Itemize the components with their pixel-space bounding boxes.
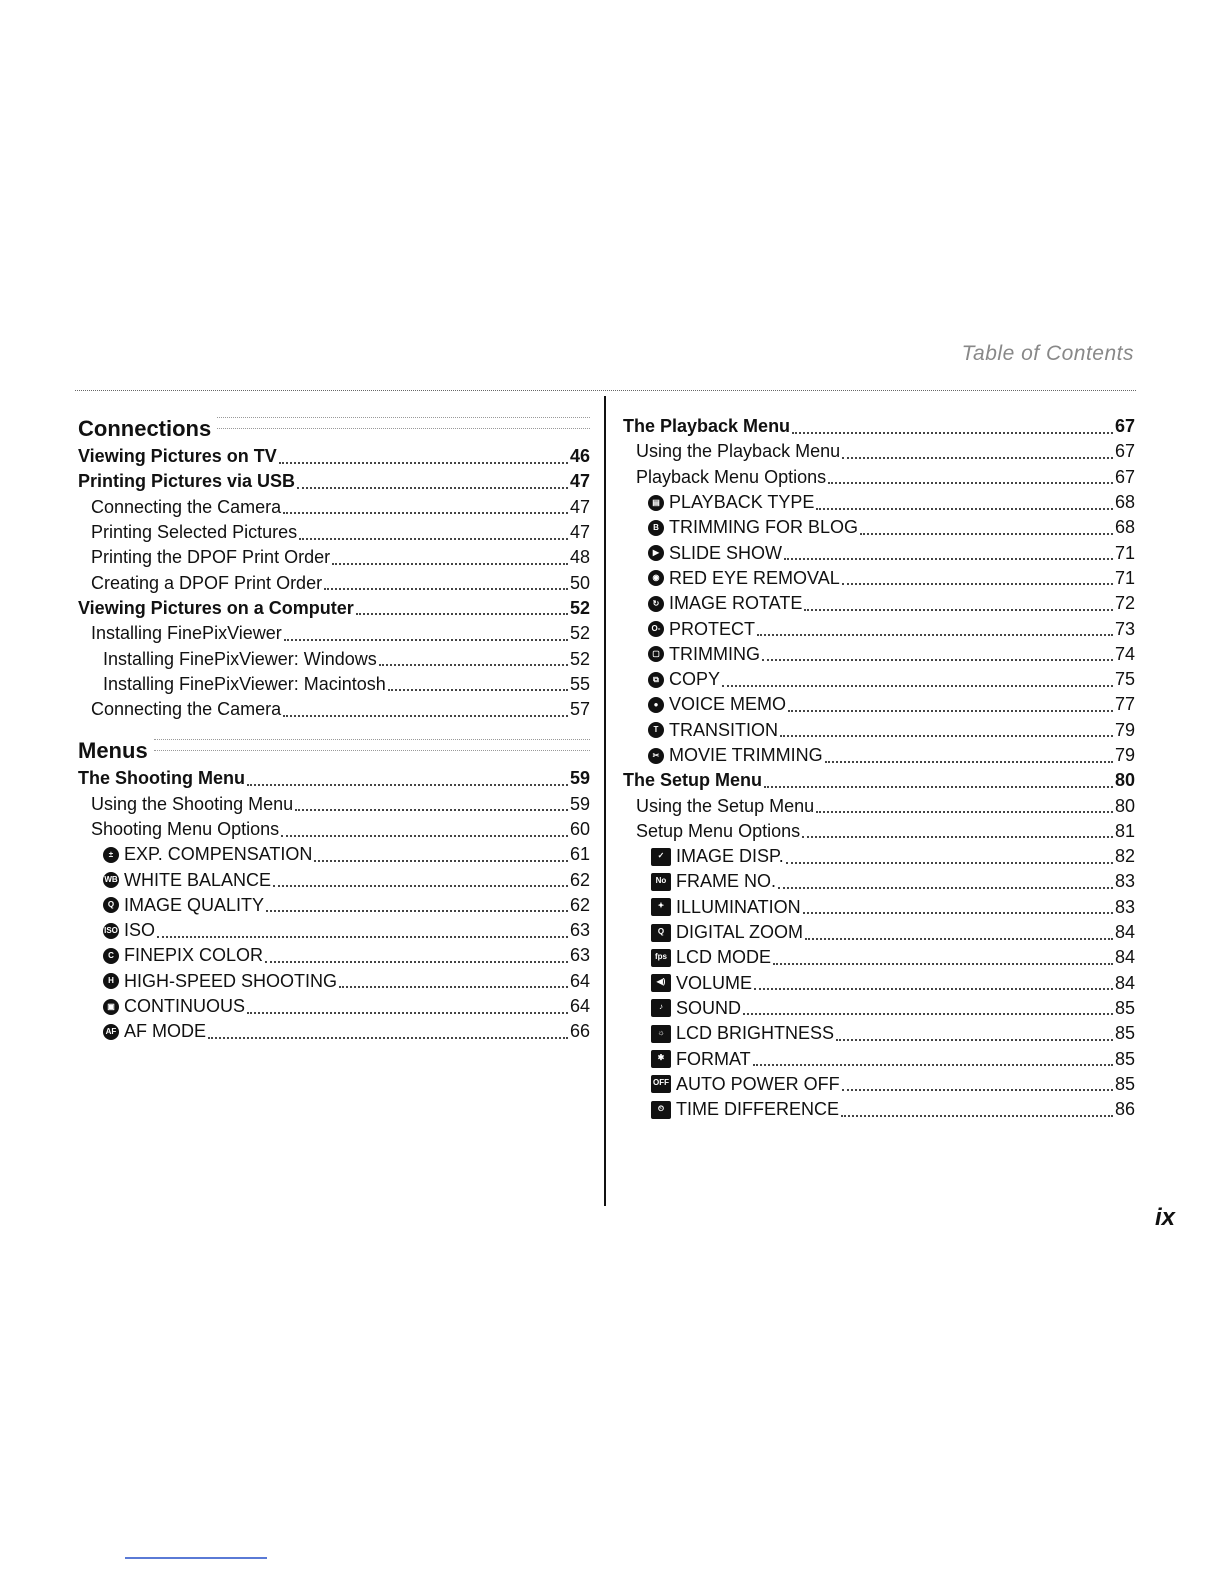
toc-entry[interactable] [623,1046,1135,1071]
dot-leader [860,533,1113,535]
trimming-for-blog-icon: B [648,520,664,536]
toc-entry-page: 84 [1114,922,1135,943]
toc-entry-title: Viewing Pictures on a Computer [78,597,354,618]
toc-entry-title: The Shooting Menu [78,768,245,789]
toc-entry-page: 47 [569,471,590,492]
toc-entry-title: Printing Pictures via USB [78,471,296,492]
copy-icon: ⧉ [648,672,664,688]
toc-entry-title: Using the Setup Menu [636,795,815,816]
section-heading [78,414,590,444]
toc-entry-page: 63 [569,945,590,966]
toc-entry-page: 55 [569,673,590,694]
dot-leader [247,784,568,786]
dot-leader [816,811,1113,813]
toc-entry-title: WHITE BALANCE [124,869,272,890]
toc-entry[interactable] [623,414,1135,439]
af-mode-icon: AF [103,1024,119,1040]
dot-leader [842,583,1113,585]
toc-entry-title: AF MODE [124,1021,207,1042]
toc-entry[interactable] [78,545,590,570]
section-heading [78,736,590,766]
dot-leader [266,910,568,912]
toc-entry-page: 84 [1114,972,1135,993]
toc-entry[interactable] [78,943,590,968]
toc-entry-title: Connecting the Camera [91,496,282,517]
toc-entry-page: 67 [1114,466,1135,487]
toc-entry[interactable] [623,465,1135,490]
toc-entry[interactable] [623,844,1135,869]
toc-entry[interactable] [623,895,1135,920]
dot-leader [784,558,1113,560]
image-disp-icon: ✓ [651,848,671,866]
dot-leader [743,1013,1113,1015]
dot-leader [757,634,1113,636]
running-header: Table of Contents [961,342,1134,365]
toc-entry-title: AUTO POWER OFF [676,1073,840,1094]
trimming-icon: ▢ [648,646,664,662]
image-rotate-icon: ↻ [648,596,664,612]
exp-compensation-icon: ± [103,847,119,863]
heading-rule [217,417,590,429]
page-number: ix [1155,1204,1176,1231]
toc-entry-page: 67 [1114,441,1135,462]
toc-entry-title: Installing FinePixViewer [91,623,282,644]
toc-entry[interactable] [78,570,590,595]
toc-entry-page: 80 [1114,795,1135,816]
dot-leader [816,508,1113,510]
dot-leader [764,786,1113,788]
sound-icon: ♪ [651,999,671,1017]
toc-entry[interactable] [78,766,590,791]
dot-leader [803,912,1113,914]
toc-entry-title: Installing FinePixViewer: Macintosh [103,673,386,694]
toc-entry[interactable] [623,1072,1135,1097]
toc-entry[interactable] [623,692,1135,717]
toc-entry-title: Viewing Pictures on TV [78,446,277,467]
dot-leader [804,609,1113,611]
dot-leader [841,1115,1113,1117]
toc-entry-page: 85 [1114,1073,1135,1094]
toc-entry[interactable] [623,996,1135,1021]
toc-entry-title: FINEPIX COLOR [124,945,264,966]
toc-entry-title: PROTECT [669,618,756,639]
dot-leader [356,613,568,615]
toc-entry-title: Using the Shooting Menu [91,793,294,814]
toc-entry-page: 60 [569,819,590,839]
toc-entry-title: TRIMMING [669,643,760,664]
toc-entry[interactable] [78,444,590,469]
voice-memo-icon: ● [648,697,664,713]
dot-leader [284,639,568,641]
dot-leader [299,538,568,540]
lcd-brightness-icon: ☼ [651,1025,671,1043]
high-speed-shooting-icon: H [103,973,119,989]
toc-entry-page: 83 [1114,896,1135,917]
dot-leader [208,1037,568,1039]
auto-power-off-icon: OFF [651,1075,671,1093]
blue-rule [125,1557,267,1559]
red-eye-removal-icon: ◉ [648,570,664,586]
toc-entry-title: ISO [124,920,156,941]
toc-entry-title: IMAGE ROTATE [669,593,803,614]
dot-leader [314,860,568,862]
toc-entry[interactable] [78,842,590,867]
dot-leader [324,588,568,590]
toc-entry-page: 79 [1114,719,1135,740]
toc-entry[interactable] [78,792,590,817]
toc-entry-page: 59 [569,768,590,789]
toc-entry-title: SOUND [676,997,742,1018]
toc-entry[interactable] [623,718,1135,743]
toc-entry-title: LCD BRIGHTNESS [676,1023,835,1044]
toc-entry[interactable] [78,495,590,520]
toc-entry-page: 72 [1114,593,1135,614]
toc-entry-page: 57 [569,699,590,720]
toc-entry[interactable] [623,591,1135,616]
toc-entry-title: Printing the DPOF Print Order [91,547,331,568]
toc-entry-page: 79 [1114,745,1135,765]
toc-entry[interactable] [623,490,1135,515]
transition-icon: T [648,722,664,738]
section-heading-title: Menus [78,738,148,764]
dot-leader [762,659,1113,661]
digital-zoom-icon: Q [651,924,671,942]
continuous-icon: ▣ [103,999,119,1015]
toc-entry-page: 63 [569,920,590,941]
toc-entry-title: IMAGE DISP. [676,846,784,867]
column-divider [604,396,606,1206]
dot-leader [828,482,1113,484]
toc-entry-page: 85 [1114,1023,1135,1044]
dot-leader [247,1012,568,1014]
toc-entry-page: 64 [569,996,590,1017]
toc-entry[interactable] [623,642,1135,667]
dot-leader [281,835,568,837]
dot-leader [295,809,568,811]
toc-entry[interactable] [623,971,1135,996]
toc-entry[interactable] [623,515,1135,540]
toc-entry[interactable] [78,969,590,994]
toc-entry-page: 82 [1114,846,1135,867]
dot-leader [388,689,568,691]
dot-leader [265,961,568,963]
toc-entry[interactable] [78,918,590,943]
toc-entry-page: 47 [569,496,590,517]
image-quality-icon: Q [103,897,119,913]
toc-entry-title: TRIMMING FOR BLOG [669,517,858,538]
toc-entry-page: 81 [1114,820,1135,841]
toc-entry[interactable] [623,566,1135,591]
toc-entry-page: 52 [569,648,590,669]
toc-entry-page: 68 [1114,492,1135,513]
dot-leader [157,936,568,938]
toc-entry-title: MOVIE TRIMMING [669,745,823,765]
toc-entry-page: 48 [569,547,590,568]
dot-leader [339,986,568,988]
toc-entry-title: The Playback Menu [623,416,791,437]
toc-entry-page: 83 [1114,871,1135,892]
toc-entry[interactable] [623,869,1135,894]
toc-entry[interactable] [623,616,1135,641]
toc-entry[interactable] [78,1019,590,1044]
toc-entry-page: 68 [1114,517,1135,538]
toc-entry-page: 52 [569,597,590,618]
header-rule [75,390,1136,391]
toc-entry-title: Connecting the Camera [91,699,282,720]
toc-entry-title: CONTINUOUS [124,996,245,1017]
toc-entry-title: Setup Menu Options [636,820,801,841]
toc-entry-page: 47 [569,522,590,543]
dot-leader [842,457,1113,459]
toc-entry[interactable] [78,867,590,892]
dot-leader [379,664,568,666]
volume-icon: ◀) [651,974,671,992]
toc-entry[interactable] [623,540,1135,565]
dot-leader [279,462,568,464]
white-balance-icon: WB [103,872,119,888]
dot-leader [805,938,1113,940]
toc-entry[interactable] [78,697,590,722]
dot-leader [722,685,1113,687]
toc-entry-page: 64 [569,970,590,991]
toc-entry-page: 73 [1114,618,1135,639]
dot-leader [825,761,1113,763]
dot-leader [786,862,1113,864]
toc-entry[interactable] [78,646,590,671]
toc-entry-title: HIGH-SPEED SHOOTING [124,970,338,991]
dot-leader [780,735,1113,737]
toc-entry[interactable] [78,596,590,621]
illumination-icon: ✦ [651,898,671,916]
toc-entry-title: RED EYE REMOVAL [669,567,840,588]
toc-entry[interactable] [623,819,1135,844]
toc-entry-title: SLIDE SHOW [669,542,783,563]
toc-entry-title: FORMAT [676,1048,751,1069]
toc-entry-title: Creating a DPOF Print Order [91,572,323,593]
toc-entry[interactable] [623,1097,1135,1122]
dot-leader [754,988,1113,990]
dot-leader [792,432,1113,434]
left-column [78,414,590,1045]
toc-entry-title: Installing FinePixViewer: Windows [103,648,377,669]
section-heading-title: Connections [78,416,212,441]
toc-entry-title: TIME DIFFERENCE [676,1099,840,1120]
right-column [623,414,1135,1122]
time-difference-icon: ⏲ [651,1101,671,1119]
toc-entry-page: 66 [569,1021,590,1042]
toc-entry[interactable] [623,1021,1135,1046]
dot-leader [836,1039,1113,1041]
toc-entry-title: PLAYBACK TYPE [669,492,815,513]
format-icon: ✱ [651,1050,671,1068]
dot-leader [842,1089,1113,1091]
toc-entry-page: 62 [569,869,590,890]
toc-entry-page: 62 [569,894,590,915]
toc-entry-title: TRANSITION [669,719,779,740]
dot-leader [773,963,1113,965]
dot-leader [273,885,568,887]
toc-entry[interactable] [78,621,590,646]
toc-entry-page: 50 [569,572,590,593]
heading-rule [154,739,590,751]
toc-entry-page: 52 [569,623,590,644]
movie-trimming-icon: ✂ [648,748,664,764]
toc-entry-title: IMAGE QUALITY [124,894,265,915]
toc-entry-title: The Setup Menu [623,770,762,791]
toc-entry[interactable] [78,817,590,842]
toc-entry[interactable] [623,743,1135,768]
toc-entry[interactable] [78,994,590,1019]
toc-entry[interactable] [623,920,1135,945]
toc-entry-page: 84 [1114,947,1135,968]
playback-type-icon: ▤ [648,495,664,511]
toc-entry[interactable] [78,469,590,494]
toc-entry-title: Shooting Menu Options [91,819,280,839]
dot-leader [788,710,1113,712]
toc-entry-page: 85 [1114,1048,1135,1069]
toc-entry-page: 86 [1114,1099,1135,1120]
toc-entry-page: 75 [1114,669,1135,690]
dot-leader [778,887,1113,889]
toc-entry-page: 80 [1114,770,1135,791]
dot-leader [802,836,1113,838]
toc-entry-page: 71 [1114,542,1135,563]
toc-entry-title: EXP. COMPENSATION [124,844,313,865]
toc-entry-title: Using the Playback Menu [636,441,841,462]
toc-entry-page: 46 [569,446,590,467]
toc-entry-title: Printing Selected Pictures [91,522,298,543]
protect-icon: O- [648,621,664,637]
frame-no-icon: No [651,873,671,891]
iso-icon: ISO [103,923,119,939]
finepix-color-icon: C [103,948,119,964]
toc-entry-page: 71 [1114,567,1135,588]
toc-entry-page: 59 [569,793,590,814]
toc-entry[interactable] [623,793,1135,818]
toc-entry-title: VOICE MEMO [669,694,787,715]
toc-entry-title: FRAME NO. [676,871,777,892]
dot-leader [297,487,568,489]
slide-show-icon: ▶ [648,545,664,561]
toc-entry[interactable] [623,439,1135,464]
toc-entry[interactable] [78,520,590,545]
toc-entry-page: 77 [1114,694,1135,715]
dot-leader [753,1064,1113,1066]
toc-entry-title: VOLUME [676,972,753,993]
toc-entry[interactable] [623,768,1135,793]
dot-leader [283,512,568,514]
toc-entry-page: 85 [1114,997,1135,1018]
lcd-mode-icon: fps [651,949,671,967]
toc-entry[interactable] [78,672,590,697]
toc-entry[interactable] [623,945,1135,970]
toc-entry-title: Playback Menu Options [636,466,827,487]
dot-leader [283,715,568,717]
toc-entry-title: ILLUMINATION [676,896,801,917]
toc-entry-title: COPY [669,669,721,690]
toc-entry-page: 74 [1114,643,1135,664]
dot-leader [332,563,568,565]
toc-entry-page: 61 [569,844,590,865]
toc-entry[interactable] [623,667,1135,692]
toc-entry-title: DIGITAL ZOOM [676,922,804,943]
toc-entry[interactable] [78,893,590,918]
toc-entry-page: 67 [1114,416,1135,437]
toc-entry-title: LCD MODE [676,947,772,968]
